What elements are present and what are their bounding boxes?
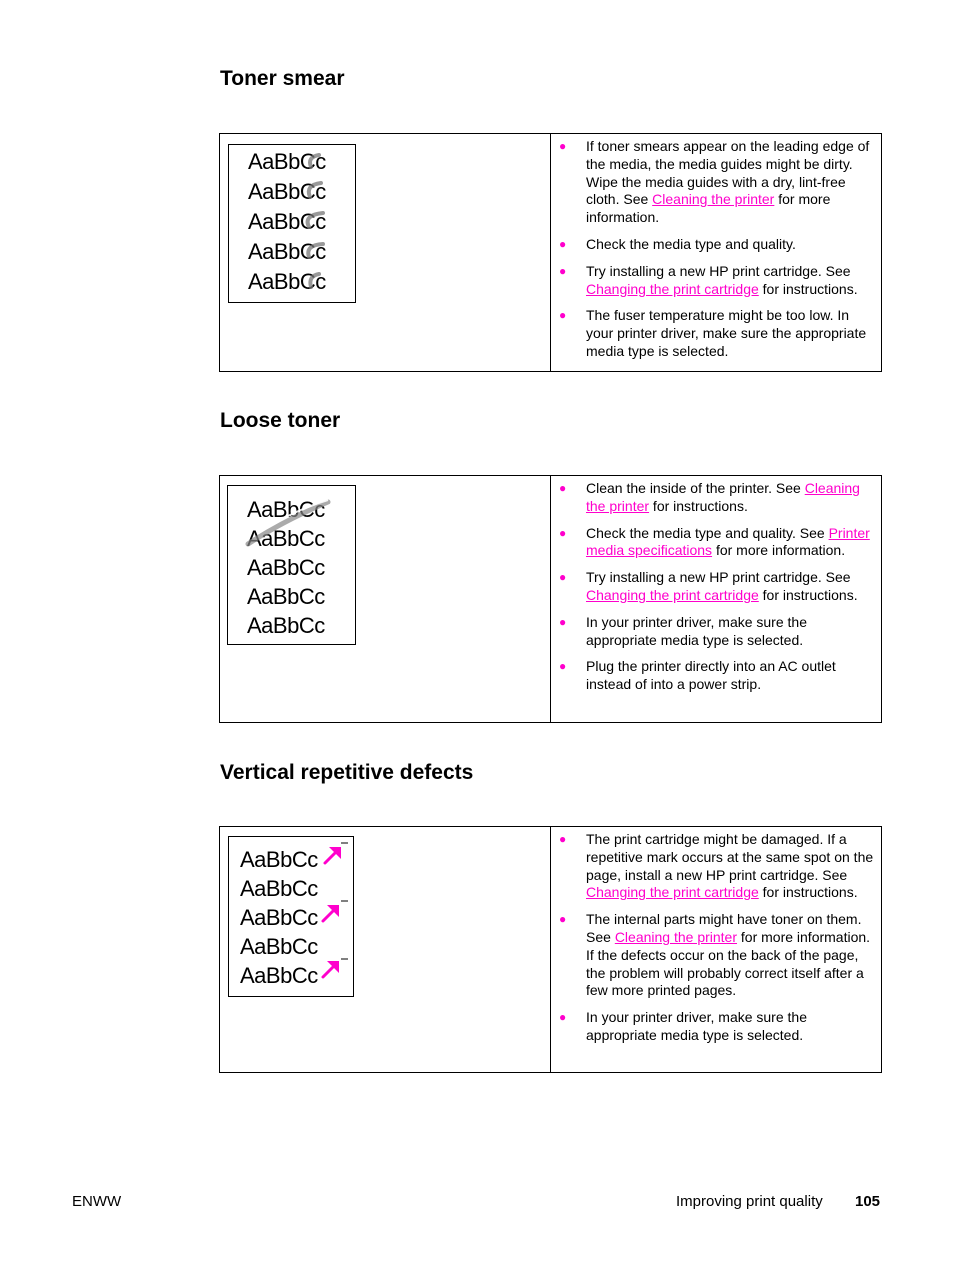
bullet-icon: ● — [559, 236, 567, 251]
section-title-vertical-repetitive-defects: Vertical repetitive defects — [220, 761, 474, 784]
list-item: ● Try installing a new HP print cartridge. See Changing the print cartridge for instructions. — [559, 262, 858, 297]
column-divider — [550, 134, 551, 371]
list-item: ● Check the media type and quality. — [559, 235, 796, 252]
sample-line: AaBbCc — [240, 847, 318, 872]
list-item: ● Clean the inside of the printer. See Cleaning the printer for instructions. — [559, 480, 860, 514]
smear-marks — [229, 145, 355, 302]
section-title-toner-smear: Toner smear — [220, 67, 345, 90]
bullet-icon: ● — [559, 570, 567, 585]
column-divider — [550, 827, 551, 1072]
link-cleaning-the-printer[interactable]: Cleaning the printer — [614, 928, 737, 945]
vertical-defects-remedies — [556, 831, 876, 1054]
sample-line: AaBbCc — [240, 934, 318, 959]
sample-line: AaBbCc — [247, 613, 325, 638]
bullet-icon: ● — [559, 525, 567, 540]
list-item: ● In your printer driver, make sure the appropriate media type is selected. — [559, 1009, 807, 1043]
list-item: ● The internal parts might have toner on them. See Cleaning the printer for more information. If the defects occur on the back of the page, the problem will probably correct itself after a few more printed pages. — [559, 911, 871, 999]
sample-line: AaBbCc — [248, 269, 326, 294]
bullet-icon: ● — [559, 614, 567, 629]
sample-line: AaBbCc — [247, 526, 325, 551]
list-item: ● Try installing a new HP print cartridge. See Changing the print cartridge for instructions. — [559, 569, 858, 603]
sample-line: AaBbCc — [247, 555, 325, 580]
list-item: ● Check the media type and quality. See Printer media specifications for more information. — [559, 524, 870, 559]
link-cleaning-the-printer[interactable]: Cleaning the printer — [586, 480, 860, 514]
link-cleaning-the-printer[interactable]: Cleaning the printer — [652, 191, 775, 208]
bullet-icon: ● — [559, 481, 567, 495]
bullet-icon: ● — [559, 912, 567, 927]
loose-toner-sample-image — [227, 485, 356, 645]
sample-line: AaBbCc — [247, 497, 325, 522]
bullet-icon: ● — [559, 1010, 567, 1025]
page-number: 105 — [855, 1193, 881, 1210]
link-changing-the-print-cartridge[interactable]: Changing the print cartridge — [586, 586, 759, 603]
list-item: ● In your printer driver, make sure the appropriate media type is selected. — [559, 613, 807, 648]
link-printer-media-specifications[interactable]: Printer media specifications — [586, 524, 870, 559]
defect-marks — [229, 837, 353, 996]
bullet-icon: ● — [559, 139, 567, 153]
vertical-defects-table — [219, 826, 882, 1073]
sample-line: AaBbCc — [248, 179, 326, 204]
bullet-icon: ● — [559, 832, 567, 846]
toner-smear-sample-image — [228, 144, 356, 303]
toner-smear-table — [219, 133, 882, 372]
loose-toner-remedies — [556, 480, 876, 703]
sample-line: AaBbCc — [240, 905, 318, 930]
list-item: ● Plug the printer directly into an AC outlet instead of into a power strip. — [559, 658, 836, 693]
column-divider — [550, 476, 551, 722]
loose-toner-streak — [228, 486, 355, 644]
list-item: ● If toner smears appear on the leading edge of the media, the media guides might be dirty. Wipe the media guides with a dry, lint-free cloth. See Cleaning the printer for more information. — [559, 138, 870, 226]
footer-label: ENWW — [72, 1193, 122, 1210]
sample-line: AaBbCc — [248, 209, 326, 234]
toner-smear-remedies — [556, 138, 876, 370]
bullet-icon: ● — [559, 263, 567, 278]
bullet-icon: ● — [559, 659, 567, 674]
link-changing-the-print-cartridge[interactable]: Changing the print cartridge — [586, 280, 759, 297]
link-changing-the-print-cartridge[interactable]: Changing the print cartridge — [586, 884, 759, 901]
section-title-loose-toner: Loose toner — [220, 409, 341, 432]
loose-toner-table — [219, 475, 882, 723]
bullet-icon: ● — [559, 308, 567, 323]
footer-chapter-title: Improving print quality — [676, 1193, 823, 1210]
sample-line: AaBbCc — [240, 963, 318, 988]
sample-line: AaBbCc — [248, 239, 326, 264]
sample-line: AaBbCc — [247, 584, 325, 609]
sample-line: AaBbCc — [240, 876, 318, 901]
list-item: ● The fuser temperature might be too low. In your printer driver, make sure the appropriate media type is selected. — [559, 307, 867, 359]
list-item: ● The print cartridge might be damaged. If a repetitive mark occurs at the same spot on the page, install a new HP print cartridge. See Changing the print cartridge for instructions. — [559, 831, 874, 901]
arrow-icon — [323, 847, 341, 977]
sample-line: AaBbCc — [248, 149, 326, 174]
vertical-defects-sample-image — [228, 836, 354, 997]
